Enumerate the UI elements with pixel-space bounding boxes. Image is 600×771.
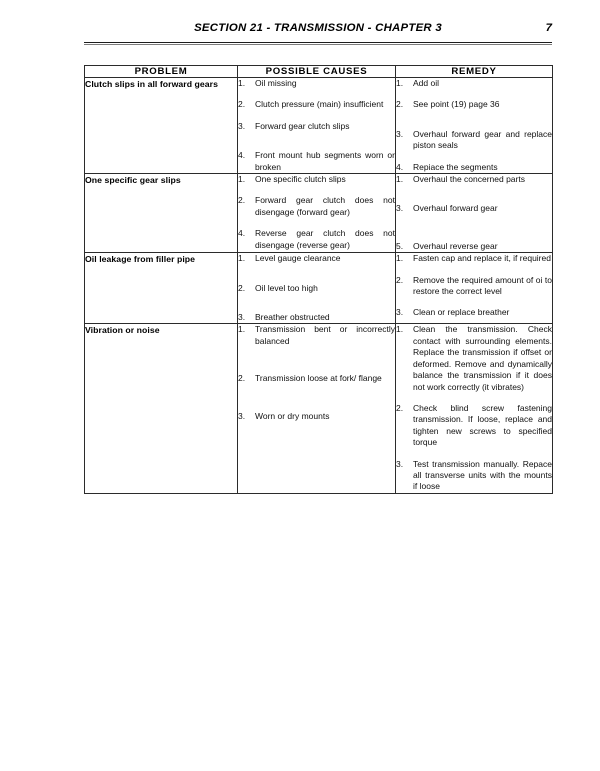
remedy-list <box>396 78 552 173</box>
list-item-number: 5. <box>396 240 404 251</box>
list-item-number: 3. <box>396 307 404 318</box>
list-item <box>396 403 552 449</box>
list-item-number: 1. <box>396 174 404 185</box>
list-item <box>238 121 395 132</box>
page-title: SECTION 21 - TRANSMISSION - CHAPTER 3 <box>194 22 442 34</box>
list-item-number: 1. <box>396 324 404 335</box>
list-item <box>396 174 552 185</box>
list-item-number: 3. <box>396 128 404 139</box>
list-item-text: Clean the transmission. Check contact with surrounding elements. Replace the transmission if offset or deformed. Remove and dynamically balance the transmission if it does not work correctly (it vibrates) <box>413 324 552 392</box>
list-item-number: 4. <box>396 161 404 172</box>
cell-remedy <box>396 78 553 174</box>
problem-text: One specific gear slips <box>85 175 181 186</box>
list-item-text: One specific clutch slips <box>255 174 346 185</box>
list-item-text: Breather obstructed <box>255 312 330 323</box>
table-body <box>85 78 553 494</box>
column-header-remedy: REMEDY <box>396 66 553 78</box>
list-item-number: 1. <box>238 78 246 88</box>
list-item <box>396 241 552 252</box>
list-item-number: 2. <box>396 402 404 413</box>
list-item-text: Overhaul forward gear <box>413 203 498 214</box>
list-item-text: Oil missing <box>255 78 297 88</box>
cell-possible-causes <box>238 78 396 174</box>
cell-possible-causes <box>238 174 396 253</box>
list-item-text: Overhaul forward gear and replace piston seals <box>413 128 552 151</box>
list-item-text: Oil level too high <box>255 282 318 293</box>
cell-possible-causes <box>238 253 396 324</box>
list-item-number: 4. <box>238 228 246 239</box>
list-item-number: 2. <box>238 373 246 384</box>
list-item-number: 3. <box>396 203 404 214</box>
list-item <box>238 373 395 384</box>
possible-causes-list <box>238 324 395 422</box>
list-item-number: 3. <box>238 312 246 323</box>
cell-problem <box>85 174 238 253</box>
list-item-number: 1. <box>396 78 404 88</box>
cell-problem <box>85 253 238 324</box>
cell-remedy <box>396 324 553 493</box>
list-item-number: 1. <box>238 174 246 185</box>
possible-causes-list <box>238 78 395 173</box>
list-item-text: Clutch pressure (main) insufficient <box>255 99 384 110</box>
list-item-text: Fasten cap and replace it, if required <box>413 253 551 264</box>
list-item-number: 1. <box>396 253 404 264</box>
cell-remedy <box>396 253 553 324</box>
list-item <box>396 275 552 298</box>
list-item <box>396 99 552 110</box>
list-item <box>238 99 395 110</box>
table-header-row <box>85 66 553 78</box>
list-item <box>238 324 395 347</box>
possible-causes-list <box>238 253 395 323</box>
list-item <box>396 162 552 173</box>
possible-causes-list <box>238 174 395 251</box>
problem-text: Oil leakage from filler pipe <box>85 254 196 265</box>
problem-text: Clutch slips in all forward gears <box>85 79 218 89</box>
list-item-text: Transmission loose at fork/ flange <box>255 373 382 384</box>
list-item-text: Add oil <box>413 78 439 88</box>
list-item <box>238 78 395 89</box>
cell-possible-causes <box>238 324 396 493</box>
list-item-number: 4. <box>238 150 246 161</box>
list-item-number: 3. <box>238 120 246 131</box>
list-item-number: 2. <box>238 99 246 110</box>
list-item <box>238 283 395 294</box>
list-item <box>238 228 395 251</box>
list-item <box>396 78 552 89</box>
cell-problem <box>85 78 238 174</box>
list-item-number: 1. <box>238 324 246 335</box>
list-item-text: Reverse gear clutch does not disengage (reverse gear) <box>255 228 395 250</box>
table-row <box>85 78 553 174</box>
list-item-text: Forward gear clutch slips <box>255 120 350 131</box>
list-item-text: Repiace the segments <box>413 161 498 172</box>
list-item <box>396 459 552 493</box>
column-header-possible-causes: POSSIBLE CAUSES <box>238 66 396 78</box>
list-item-number: 2. <box>238 195 246 206</box>
list-item-text: Level gauge clearance <box>255 253 341 264</box>
list-item-number: 2. <box>238 282 246 293</box>
list-item-text: Front mount hub segments worn or broken <box>255 150 395 172</box>
list-item <box>238 411 395 422</box>
list-item <box>238 253 395 264</box>
list-item-text: Remove the required amount of oi to restore the correct level <box>413 274 552 297</box>
header-row <box>84 22 552 41</box>
remedy-list <box>396 324 552 492</box>
list-item-number: 3. <box>238 410 246 421</box>
list-item-text: Check blind screw fastening transmission. If loose, replace and tighten new screws to specified torque <box>413 402 552 448</box>
cell-problem <box>85 324 238 493</box>
list-item-text: Forward gear clutch does not disengage (forward gear) <box>255 195 395 217</box>
remedy-list <box>396 174 552 252</box>
list-item <box>238 312 395 323</box>
list-item-text: Transmission bent or incorrectly balanced <box>255 324 395 346</box>
table-row <box>85 253 553 324</box>
list-item-number: 2. <box>396 274 404 285</box>
problem-text: Vibration or noise <box>85 325 160 336</box>
list-item-number: 3. <box>396 458 404 469</box>
list-item <box>396 307 552 318</box>
list-item-text: Test transmission manually. Repace all transverse units with the mounts if loose <box>413 458 552 492</box>
list-item <box>396 324 552 392</box>
list-item <box>238 174 395 185</box>
list-item-text: Clean or replace breather <box>413 307 510 318</box>
remedy-list <box>396 253 552 319</box>
troubleshooting-table <box>84 65 553 494</box>
list-item <box>396 129 552 152</box>
page-number: 7 <box>545 22 552 34</box>
list-item <box>238 195 395 218</box>
header-divider <box>84 42 552 45</box>
list-item <box>238 150 395 173</box>
table-header <box>85 66 553 78</box>
list-item-text: Worn or dry mounts <box>255 410 330 421</box>
cell-remedy <box>396 174 553 253</box>
list-item <box>396 253 552 264</box>
table-row <box>85 174 553 253</box>
list-item-text: See point (19) page 36 <box>413 99 500 110</box>
page-header <box>84 22 552 45</box>
list-item <box>396 203 552 214</box>
column-header-problem: PROBLEM <box>85 66 238 78</box>
list-item-number: 2. <box>396 99 404 110</box>
list-item-text: Overhaul reverse gear <box>413 240 498 251</box>
list-item-number: 1. <box>238 253 246 264</box>
list-item-text: Overhaul the concerned parts <box>413 174 525 185</box>
table-row <box>85 324 553 493</box>
